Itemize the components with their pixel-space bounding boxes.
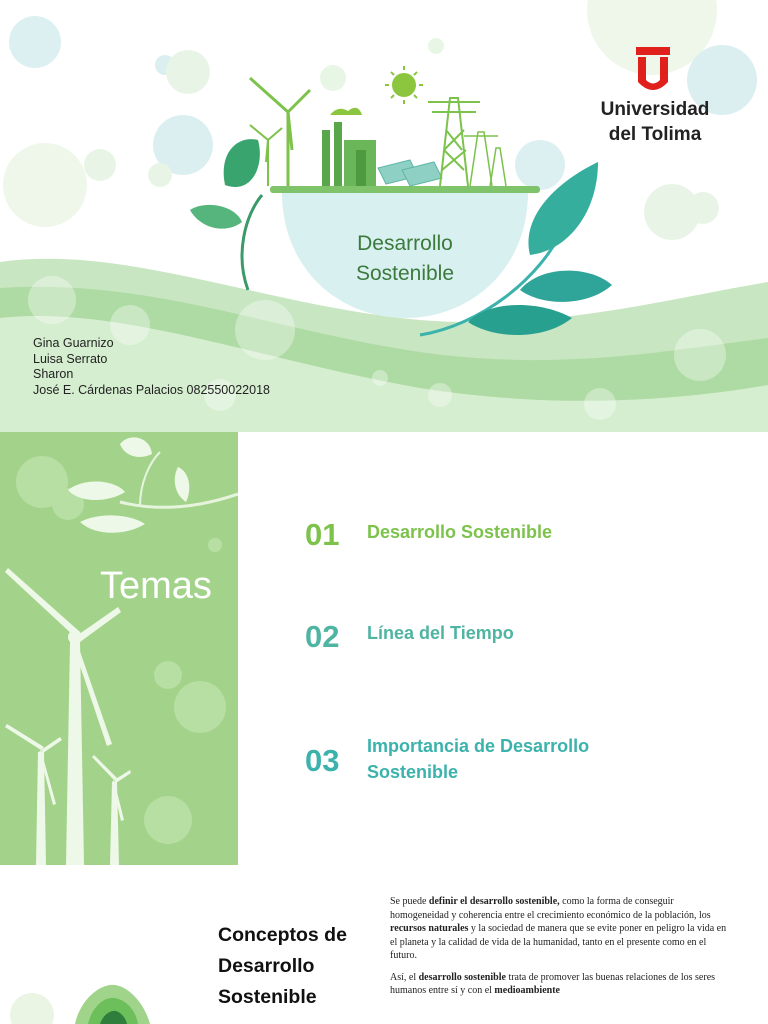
power-tower-icon — [464, 132, 506, 186]
bubble — [166, 50, 210, 94]
text-run: trata de promover las buenas relaciones de los seres humanos entre sí y con el — [390, 971, 716, 996]
bubble — [154, 661, 182, 689]
university-name — [600, 97, 710, 147]
text-run: Se puede — [390, 896, 429, 907]
bold-run: definir el desarrollo sostenible, — [428, 896, 560, 907]
leaf-icon — [190, 205, 242, 229]
text-run: como la forma de conseguir homogeneidad y coherencia entre el crecimiento económico de la población, los — [390, 896, 711, 921]
turbine-illustration — [0, 432, 238, 865]
branch-icon — [68, 437, 238, 532]
wind-turbine-icon — [5, 568, 121, 865]
solar-panel-icon — [378, 160, 442, 186]
bubble — [3, 143, 87, 227]
concepts-paragraph — [390, 895, 735, 963]
concepts-paragraph — [390, 971, 735, 998]
text-run: y la sociedad de manera que se evite poner en peligro la vida en el planeta y la calidad de vida de la humanidad, tanto en el presente como en el futuro. — [390, 923, 727, 961]
bubble — [687, 192, 719, 224]
topic-label: Línea del Tiempo — [367, 623, 514, 643]
topic-label-line: Sostenible — [367, 762, 459, 782]
topic-label: Desarrollo Sostenible — [367, 522, 553, 542]
concepts-title — [218, 920, 378, 1013]
bold-run: medioambiente — [494, 985, 560, 996]
bubble — [584, 388, 616, 420]
leaf-icon — [520, 271, 612, 302]
university-line: del Tolima — [608, 124, 702, 145]
factory-icon — [322, 108, 376, 186]
bubble — [9, 16, 61, 68]
author-name: Luisa Serrato — [33, 351, 108, 366]
wind-turbine-icon — [5, 724, 62, 865]
bubble — [428, 383, 452, 407]
bold-run: desarrollo sostenible — [418, 971, 506, 983]
authors-list — [33, 336, 270, 398]
title-line: Desarrollo — [357, 232, 453, 255]
bubble — [372, 370, 388, 386]
concepts-title-line: Sostenible — [218, 986, 317, 1008]
concepts-title-line: Conceptos de — [218, 924, 347, 946]
author-name: José E. Cárdenas Palacios 082550022018 — [33, 382, 270, 397]
text-run: Así, el — [390, 971, 419, 983]
bubble — [674, 329, 726, 381]
concepts-body — [390, 895, 735, 1006]
bubble — [320, 65, 346, 91]
bubble — [428, 38, 444, 54]
topics-title: Temas — [100, 565, 212, 607]
presentation-title — [300, 229, 510, 289]
bubble — [208, 538, 222, 552]
topics-side-panel — [0, 432, 238, 865]
title-line: Sostenible — [355, 262, 455, 285]
sun-icon — [392, 73, 416, 97]
author-name: Gina Guarnizo — [33, 336, 114, 350]
topic-number: 01 — [305, 517, 340, 552]
topic-label — [367, 733, 589, 785]
bubble — [148, 163, 172, 187]
concepts-title-line: Desarrollo — [218, 955, 315, 977]
wind-turbine-icon — [92, 755, 131, 865]
concepts-slide — [0, 865, 768, 1024]
author-name: Sharon — [33, 367, 74, 381]
grass-strip — [270, 186, 540, 193]
topic-number: 03 — [305, 743, 340, 778]
topics-slide — [0, 432, 768, 865]
bubble — [84, 149, 116, 181]
leaf-icon — [224, 139, 260, 187]
bubble — [515, 140, 565, 190]
bubble — [10, 993, 54, 1024]
topic-number: 02 — [305, 619, 340, 654]
bubble — [144, 796, 192, 844]
bold-run: recursos naturales — [390, 923, 469, 934]
bubble — [28, 276, 76, 324]
cover-slide — [0, 0, 768, 432]
bubble — [174, 681, 226, 733]
topic-label-line: Importancia de Desarrollo — [367, 736, 590, 756]
leaf-stem — [242, 195, 262, 290]
university-line: Universidad — [600, 99, 710, 120]
